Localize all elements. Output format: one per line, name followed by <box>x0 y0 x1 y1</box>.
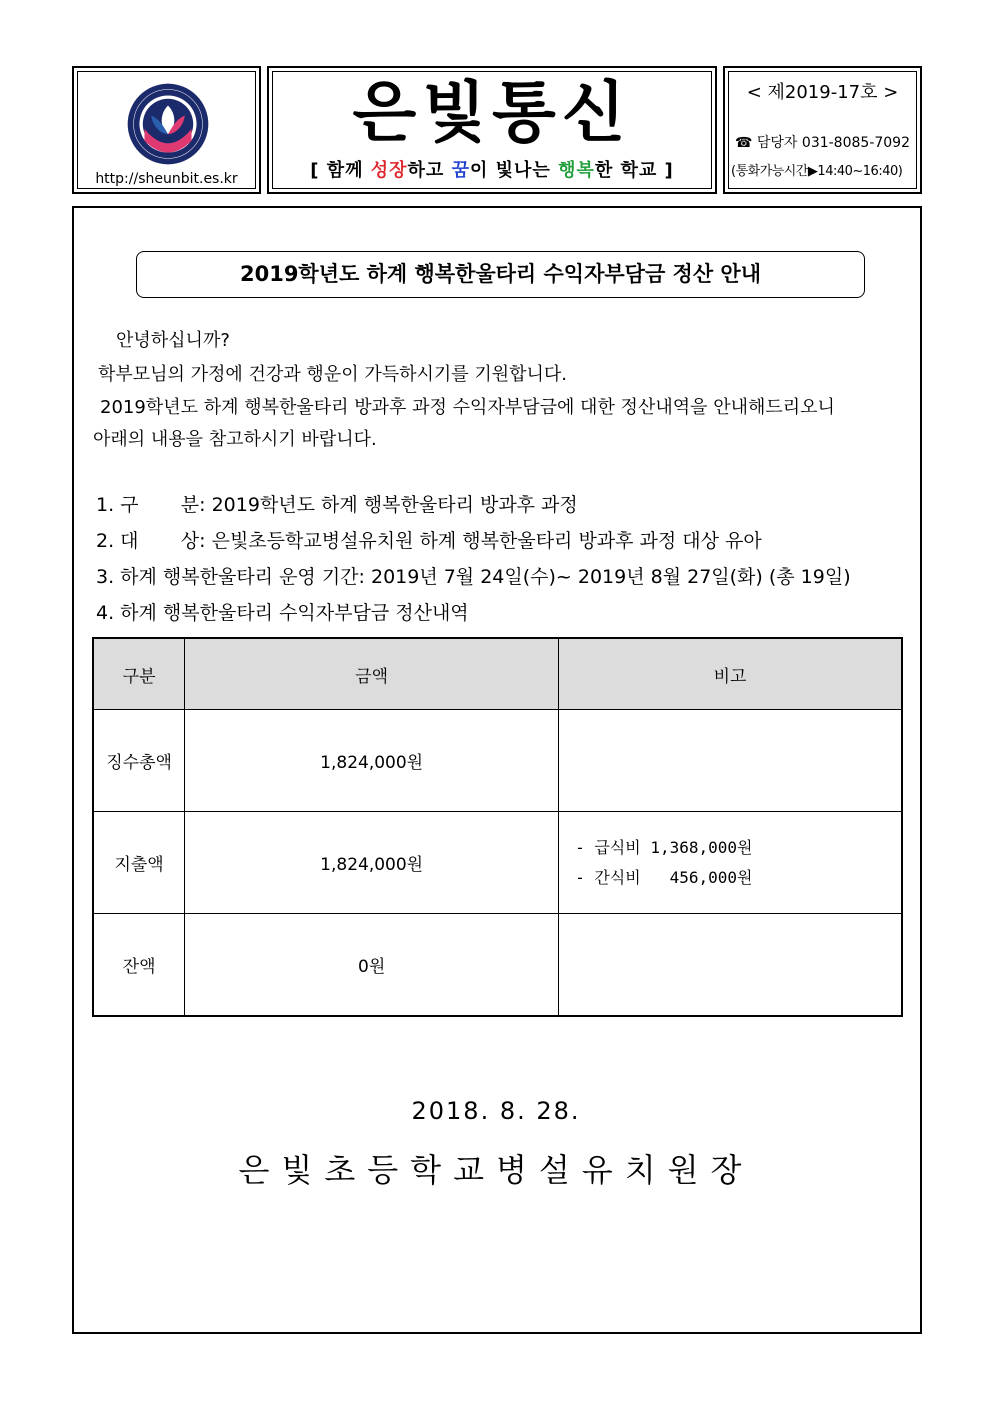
header-category: 구분 <box>93 638 185 710</box>
table-row <box>93 914 902 1017</box>
document-date: 2018. 8. 28. <box>411 1097 581 1125</box>
table-header-row <box>93 638 902 710</box>
remark-meal: - 급식비 1,368,000원 <box>575 837 753 857</box>
row-remarks <box>559 812 902 914</box>
row-label: 징수총액 <box>93 710 185 812</box>
settlement-table <box>92 637 903 1017</box>
header-remarks: 비고 <box>559 638 902 710</box>
row-remarks <box>559 914 902 1017</box>
slogan-word-growth: 성장 <box>370 160 408 181</box>
list-item-settlement: 4. 하계 행복한울타리 수익자부담금 정산내역 <box>96 602 469 624</box>
greeting: 안녕하십니까? <box>116 330 230 351</box>
row-amount: 1,824,000원 <box>185 812 559 914</box>
table-row <box>93 812 902 914</box>
row-label: 지출액 <box>93 812 185 914</box>
row-amount: 1,824,000원 <box>185 710 559 812</box>
row-label: 잔액 <box>93 914 185 1017</box>
slogan-part: 하고 <box>407 160 452 181</box>
body-line-2: 2019학년도 하계 행복한울타리 방과후 과정 수익자부담금에 대한 정산내역을 안내해드리오니 <box>100 397 835 418</box>
row-amount: 0원 <box>185 914 559 1017</box>
body-line-1: 학부모님의 가정에 건강과 행운이 가득하시기를 기원합니다. <box>98 364 568 385</box>
slogan-word-dream: 꿈 <box>451 160 470 181</box>
slogan-part: [ 함께 <box>310 160 371 181</box>
body-line-3: 아래의 내용을 참고하시기 바랍니다. <box>93 429 377 450</box>
remark-snack: - 간식비 456,000원 <box>575 867 753 887</box>
list-item-period: 3. 하계 행복한울타리 운영 기간: 2019년 7월 24일(수)~ 2019년 8월 27일(화) (총 19일) <box>96 566 851 588</box>
table-row <box>93 710 902 812</box>
school-slogan <box>269 156 715 182</box>
masthead-title: 은빛통신 <box>352 74 632 151</box>
logo-box <box>72 66 261 194</box>
list-item-category: 1. 구 분: 2019학년도 하계 행복한울타리 방과후 과정 <box>96 494 578 516</box>
signer-title: 은빛초등학교병설유치원장 <box>238 1151 754 1189</box>
contact-phone: ☎ 담당자 031-8085-7092 <box>735 135 910 151</box>
document-title: 2019학년도 하계 행복한울타리 수익자부담금 정산 안내 <box>136 251 865 298</box>
school-url[interactable]: http://sheunbit.es.kr <box>95 171 238 187</box>
row-remarks <box>559 710 902 812</box>
contact-hours: (통화가능시간▶14:40~16:40) <box>731 164 903 179</box>
slogan-part: 이 빛나는 <box>469 160 559 181</box>
issue-box <box>723 66 922 194</box>
masthead-box <box>267 66 717 194</box>
slogan-word-happiness: 행복 <box>558 160 595 181</box>
issue-number: < 제2019-17호 > <box>746 82 899 103</box>
header-amount: 금액 <box>185 638 559 710</box>
list-item-target: 2. 대 상: 은빛초등학교병설유치원 하계 행복한울타리 방과후 과정 대상 유아 <box>96 530 762 552</box>
school-emblem-icon <box>126 82 210 166</box>
slogan-part: 한 학교 ] <box>594 160 674 181</box>
